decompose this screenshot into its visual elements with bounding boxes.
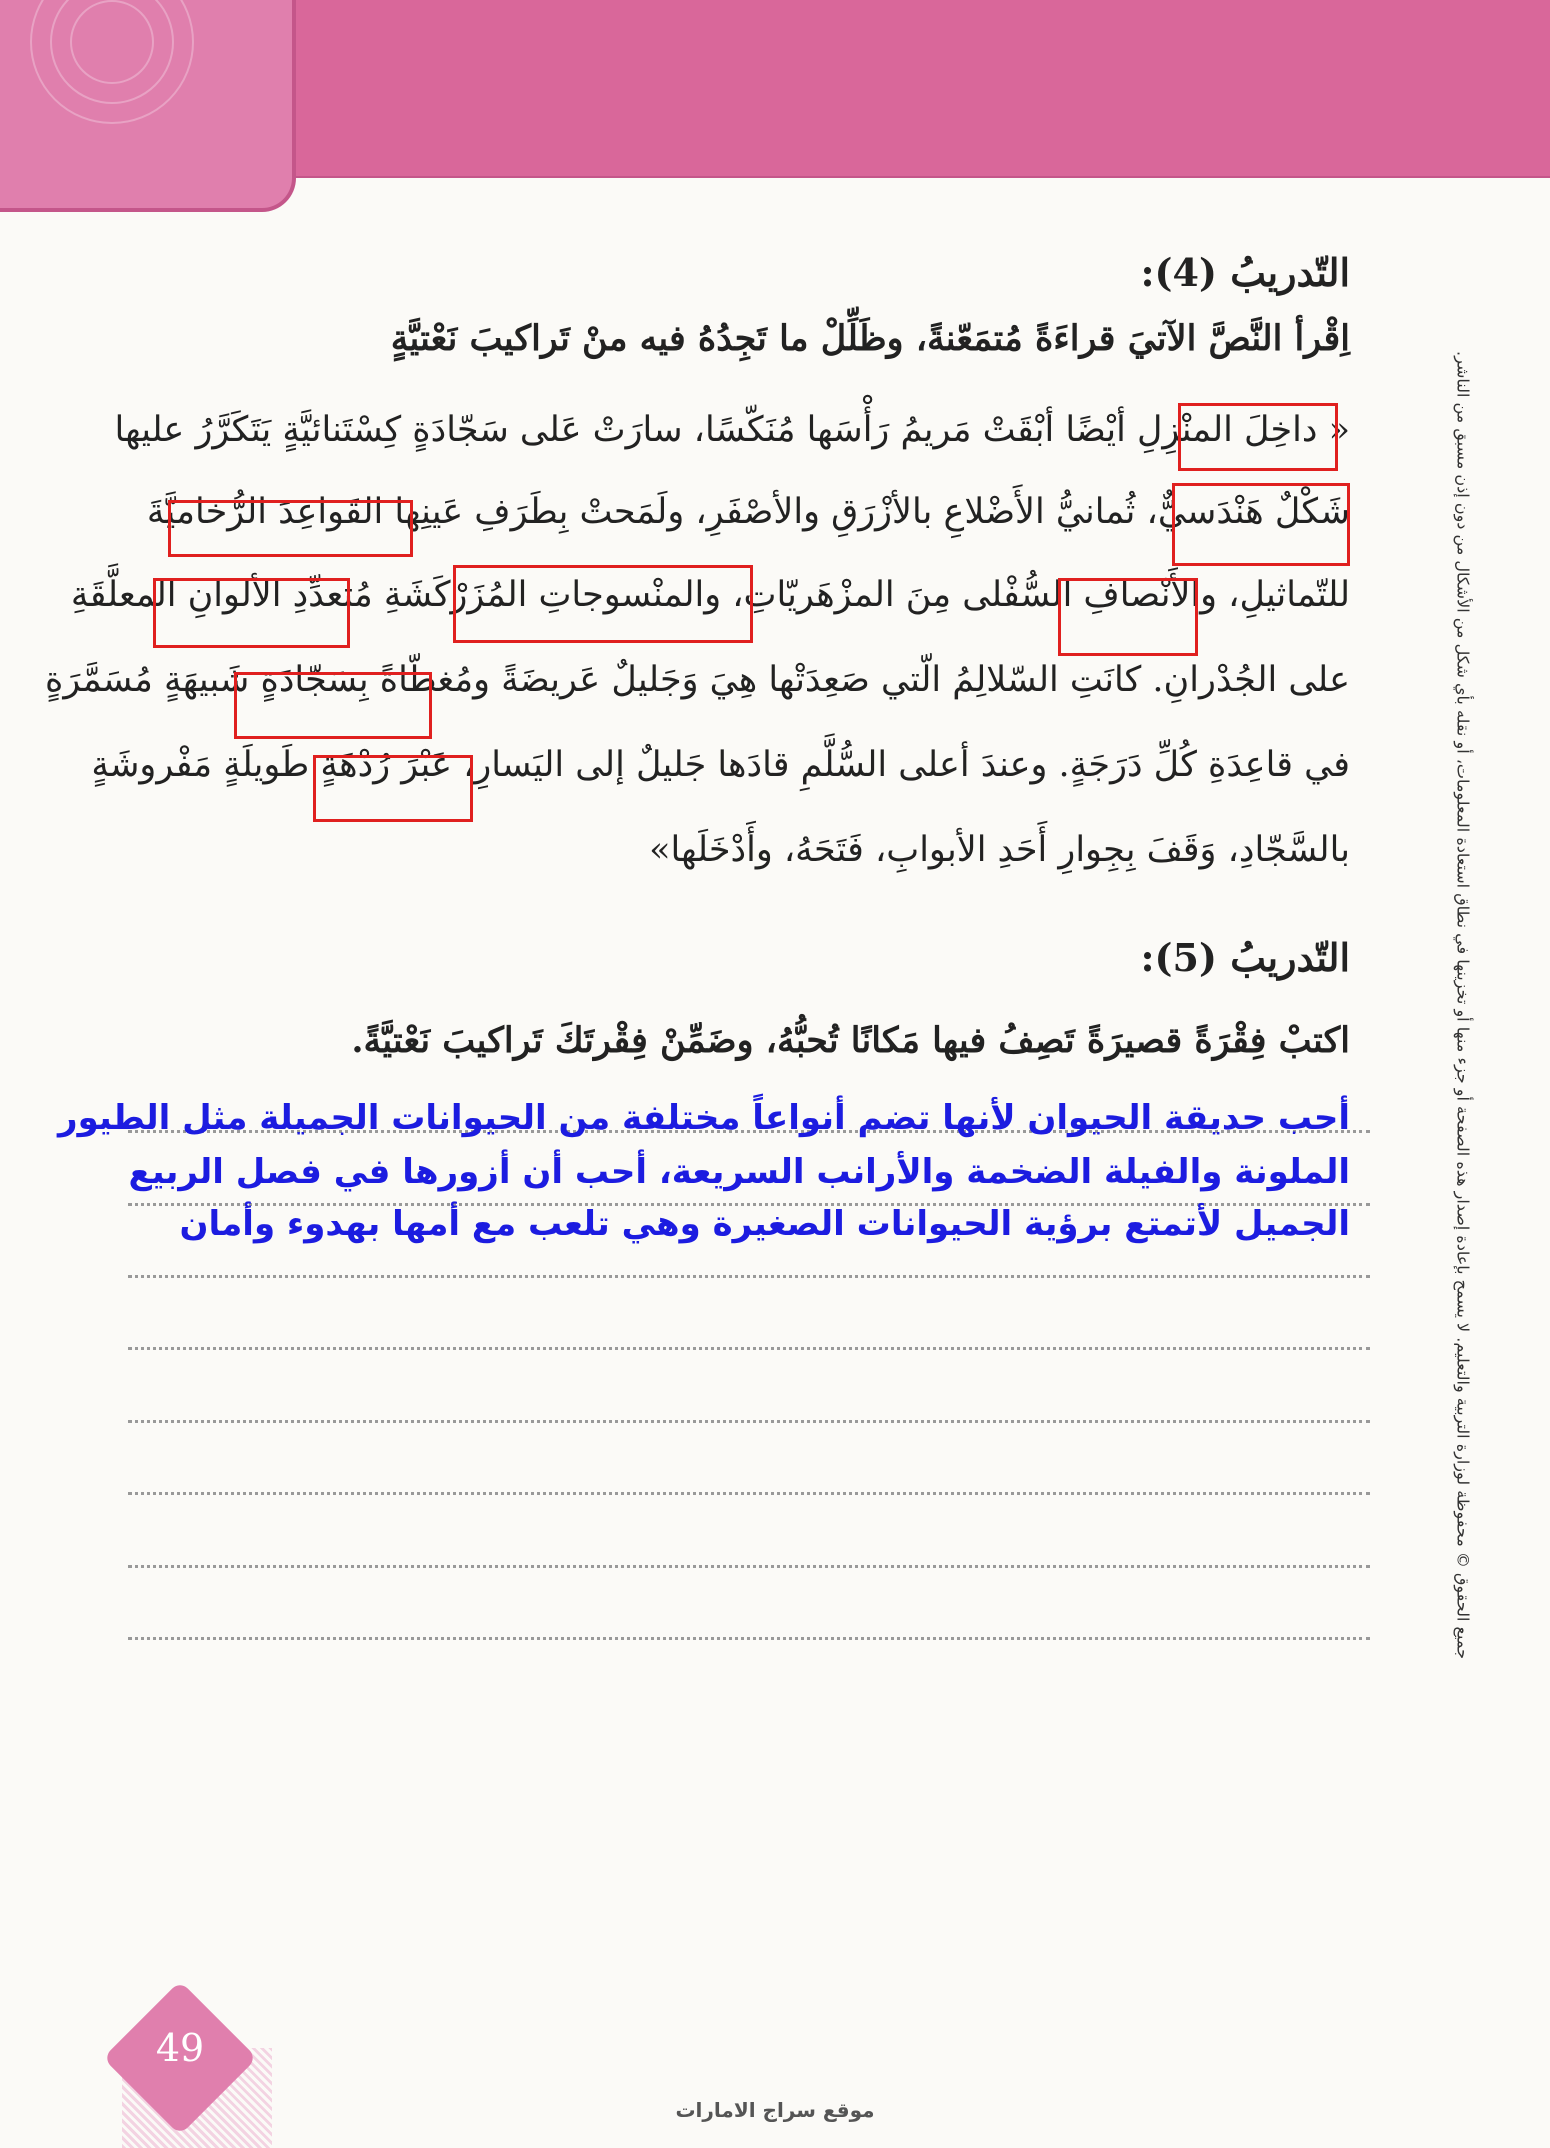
passage-line-6: بالسَّجّادِ، وَقَفَ بِجِوارِ أَحَدِ الأبوابِ، فَتَحَهُ، وأَدْخَلَها» [649,830,1350,870]
highlight-box-geometric-shape [1172,483,1350,566]
copyright-side-note: جميع الحقوق © محفوظة لوزارة التربية والتعليم. لا يسمح بإعادة إصدار هذه الصفحة أو جزء منها أو تخزينها في نطاق استعادة المعلومات، أو نقله بأي شكل من الأشكال من دون إذن مسبق من الناشر. [1453,351,1473,1659]
writing-line [128,1565,1370,1568]
highlight-box-hanging-colors [153,578,350,648]
exercise-4-instruction: اِقْرأ النَّصَّ الآتيَ قراءَةً مُتمَعّنةً، وظَلِّلْ ما تَجِدُهُ فيه منْ تَراكيبَ نَعْتيَّةٍ [390,318,1350,359]
highlight-box-textiles [453,565,753,643]
highlight-box-lower-halves [1058,578,1198,656]
exercise-5-instruction: اكتبْ فِقْرَةً قصيرَةً تَصِفُ فيها مَكانًا تُحبُّهُ، وضَمِّنْ فِقْرتَكَ تَراكيبَ نَعْتيَّةً. [351,1020,1350,1061]
writing-line [128,1275,1370,1278]
answer-line-3: الجميل لأتمتع برؤية الحيوانات الصغيرة وهي تلعب مع أمها بهدوء وأمان [179,1204,1350,1244]
page-number: 49 [155,2026,205,2070]
header-decoration [0,0,296,212]
highlight-box-similar-carpet [234,672,432,739]
passage-line-4: على الجُدْرانِ. كانَتِ السّلالِمُ الّتي صَعِدَتْها هِيَ وَجَليلٌ عَريضَةً ومُغطّاةً بِسَجّادَةٍ شَبيهَةٍ مُسَمَّرَةٍ [45,660,1350,700]
passage-line-5: في قاعِدَةِ كُلِّ دَرَجَةٍ. وعندَ أعلى السُّلَّمِ قادَها جَليلٌ إلى اليَسارِ، عَبْرَ رُدْهَةٍ طَويلَةٍ مَفْروشَةٍ [91,745,1350,785]
highlight-box-carpet [1178,403,1338,471]
writing-line [128,1637,1370,1640]
answer-line-1: أحب حديقة الحيوان لأنها تضم أنواعاً مختلفة من الحيوانات الجميلة مثل الطيور [58,1098,1350,1138]
exercise-4-heading: التّدريبُ (4): [1140,250,1350,295]
exercise-5-heading: التّدريبُ (5): [1140,935,1350,980]
passage-line-2: شَكْلٌ هَنْدَسيٌّ، ثُمانيُّ الأَضْلاعِ بالأزْرَقِ والأصْفَرِ، ولَمَحتْ بِطَرَفِ عَينِها القَواعِدَ الرُّخاميَّةَ [146,492,1350,532]
highlight-box-marble-bases [168,500,413,557]
writing-line [128,1420,1370,1423]
writing-line [128,1347,1370,1350]
passage-line-1: « داخِلَ المنْزِلِ أيْضًا أبْقَتْ مَريمُ رَأْسَها مُنَكّسًا، سارَتْ عَلى سَجّادَةٍ كِسْتَنائيَّةٍ يَتَكَرَّرُ عليها [114,410,1350,450]
writing-line [128,1492,1370,1495]
footer-site-name: موقع سراج الامارات [675,2098,875,2122]
highlight-box-long-hall [313,755,473,822]
answer-line-2: الملونة والفيلة الضخمة والأرانب السريعة، أحب أن أزورها في فصل الربيع [128,1152,1350,1192]
passage-line-3: للتّماثيلِ، والأَنْصافِ السُّفْلى مِنَ المزْهَريّاتِ، والمنْسوجاتِ المُزَرْكَشَةِ مُتعدِّدِ الألوانِ المعلَّقَةِ [70,575,1350,615]
